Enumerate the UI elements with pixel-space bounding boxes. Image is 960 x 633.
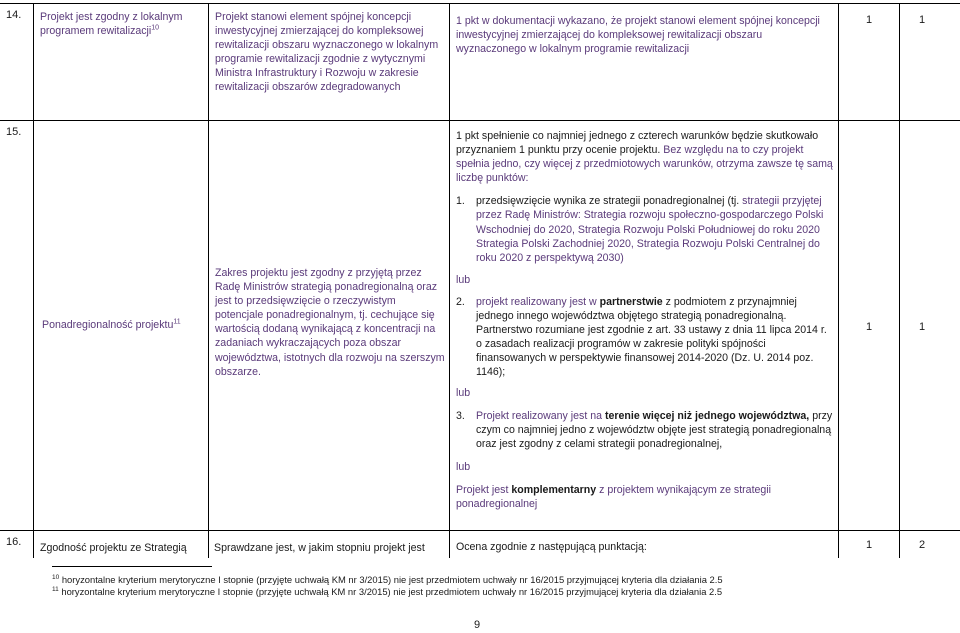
column-divider-3: [449, 3, 450, 558]
column-divider-2: [208, 3, 209, 558]
row-15-criterion-text: Ponadregionalność projektu: [42, 319, 174, 331]
condition-2-pre: projekt realizowany jest w: [476, 295, 597, 308]
condition-1-text-a: przedsięwzięcie wynika ze strategii ponadregionalnej (tj.: [476, 195, 740, 208]
footnote-10: [52, 574, 723, 585]
footnote-11-text: horyzontalne kryterium merytoryczne I stopnie (przyjęte uchwałą KM nr 3/2015) nie jest przedmiotem uchwały nr 16/2015 przyjmującej kryteria dla działania 2.5: [61, 586, 723, 597]
column-divider-4: [838, 3, 839, 558]
condition-2: [456, 295, 834, 380]
row-15-intro-b: Bez względu na to czy projekt spełnia jedno, czy więcej z przedmiotowych warunków, otrzyma zawsze tę samą liczbę punktów:: [456, 144, 833, 185]
row-14-max-points: 1: [919, 14, 926, 26]
footnote-11-mark: 11: [52, 585, 59, 593]
condition-4-pre: Projekt jest: [456, 483, 509, 496]
condition-4-bold: komplementarny: [511, 483, 597, 496]
row-15-max-points: 1: [919, 321, 926, 333]
row-14-criterion-text: Projekt jest zgodny z lokalnym programem rewitalizacji: [40, 11, 183, 38]
footnote-11: [52, 586, 722, 597]
condition-2-post: z podmiotem z przynajmniej jednego innego województwa objętego strategią ponadregionalną. Partnerstwo rozumiane jest zgodnie z art. 33 ustawy z dnia 11 lipca 2014 r. o zasadach realizacji programów w zakresie polityki spójności finansowanych w perspektywie finansowej 2014-2020 (Dz. U. 2014 poz. 1146);: [476, 295, 827, 379]
lub-separator-1: lub: [456, 273, 471, 286]
lub-separator-3: lub: [456, 460, 471, 473]
condition-3-bold: terenie więcej niż jednego województwa,: [604, 409, 810, 422]
row-14-scoring: 1 pkt w dokumentacji wykazano, że projekt stanowi element spójnej koncepcji inwestycyjnej zmierzającej do kompleksowej rewitalizacji obszaru wyznaczonego w lokalnym programie rewitalizacji: [456, 15, 820, 56]
column-divider-5: [899, 3, 900, 558]
row-15-definition-b: cechujące się wartością dodaną wynikającą z koncentracji na zadaniach wykraczających poza obszar województwa, istotnych dla rozwoju na szerszym obszarze.: [215, 309, 445, 378]
row-14-number: 14.: [6, 9, 22, 21]
row-divider-14-15: [0, 120, 960, 121]
row-16-max-points: 2: [919, 539, 926, 551]
table-border-top: [0, 3, 960, 4]
row-divider-15-16: [0, 530, 960, 531]
condition-1: [456, 194, 834, 264]
row-15-definition-a: Zakres projektu jest zgodny z przyjętą przez Radę Ministrów strategią ponadregionalną oraz jest to przedsięwzięcie o rzeczywistym potencjale ponadregionalnym, tj.: [215, 267, 438, 322]
row-16-criterion-name: Zgodność projektu ze Strategią: [40, 542, 187, 554]
condition-1-text-b: strategii przyjętej przez Radę Ministrów: Strategia rozwoju społeczno-gospodarczego Polski Wschodniej do 2020, Strategia Rozwoju Polski Południowej do roku 2020 Strategia Polski Zachodniej 2020, Strategia Rozwoju Polski Centralnej do roku 2020 z perspektywą 2030): [476, 195, 824, 264]
row-16-scoring: Ocena zgodnie z następującą punktacją:: [456, 541, 647, 553]
row-15-criterion-name: [42, 318, 206, 332]
footnote-10-mark: 10: [52, 573, 60, 581]
row-16-number: 16.: [6, 536, 22, 548]
page-number: 9: [474, 619, 481, 631]
row-14-weight: 1: [866, 14, 873, 26]
row-15-number: 15.: [6, 126, 22, 138]
condition-3-pre: Projekt realizowany jest na: [476, 409, 603, 422]
row-15-scoring: [456, 129, 834, 511]
condition-4-post: z projektem wynikającym ze strategii ponadregionalnej: [456, 483, 772, 511]
row-15-intro-a: 1 pkt spełnienie co najmniej jednego z czterech warunków będzie skutkowało przyznaniem 1 punktu przy ocenie projektu.: [456, 130, 819, 157]
row-16-definition: Sprawdzane jest, w jakim stopniu projekt jest: [214, 542, 425, 554]
condition-4: [456, 483, 834, 511]
lub-separator-2: lub: [456, 386, 471, 399]
condition-3-number: 3.: [456, 409, 465, 422]
row-16-weight: 1: [866, 539, 873, 551]
footnote-10-text: horyzontalne kryterium merytoryczne I stopnie (przyjęte uchwałą KM nr 3/2015) nie jest przedmiotem uchwały nr 16/2015 przyjmującej kryteria dla działania 2.5: [61, 574, 723, 585]
column-divider-1: [33, 3, 34, 558]
row-15-weight: 1: [866, 321, 873, 333]
condition-1-number: 1.: [456, 195, 465, 208]
footnote-ref-11: 11: [173, 318, 181, 326]
condition-2-number: 2.: [456, 295, 465, 308]
condition-3: [456, 409, 834, 451]
footnote-separator: [52, 566, 212, 567]
row-14-definition: Projekt stanowi element spójnej koncepcji inwestycyjnej zmierzającej do kompleksowej rewitalizacji obszaru wyznaczonego w lokalnym programie rewitalizacji zgodnie z wytycznymi Ministra Infrastruktury i Rozwoju w zakresie rewitalizacji obszarów zdegradowanych: [215, 11, 439, 94]
footnote-ref-10: 10: [151, 24, 160, 32]
row-15-definition: [215, 266, 445, 379]
condition-2-bold: partnerstwie: [599, 295, 663, 308]
row-15-intro: [456, 129, 834, 185]
row-14-criterion-name: [40, 10, 200, 38]
condition-3-post: przy czym co najmniej jedno z województw objęte jest strategią ponadregionalną oraz jest zgodny z celami strategii ponadregionalnej,: [476, 409, 833, 450]
